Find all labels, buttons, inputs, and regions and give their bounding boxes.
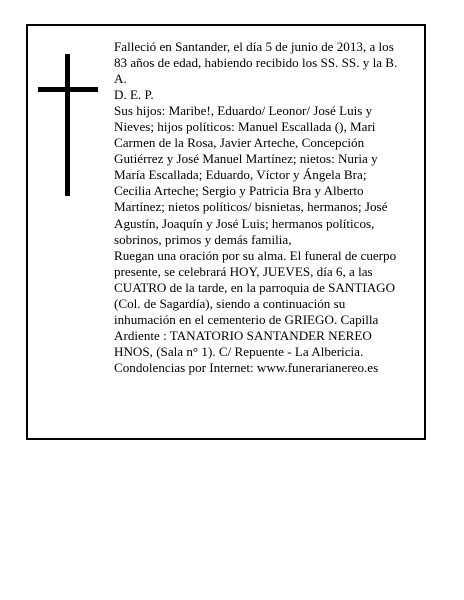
cross-vertical-bar bbox=[65, 54, 70, 196]
cross-horizontal-bar bbox=[38, 87, 98, 92]
family-list: Sus hijos: Maribe!, Eduardo/ Leonor/ José Luis y Nieves; hijos políticos: Manuel Escallada (), Mari Carmen de la Rosa, Javier Arteche, Concepción Gutiérrez y José Manuel Martínez; nietos: Nuria y María Escallada; Eduardo, Víctor y Ángela Bra; Cecilia Arteche; Sergio y Patricia Bra y Alberto Martínez; nietos políticos/ bisnietas, hermanos; José Agustín, Joaquín y José Luis; hermanos políticos, sobrinos, primos y demás familia, bbox=[114, 103, 388, 247]
latin-cross-icon bbox=[38, 54, 98, 196]
obituary-text bbox=[114, 39, 404, 376]
death-announcement: Falleció en Santander, el día 5 de junio de 2013, a los 83 años de edad, habiendo recibido los SS. SS. y la B. A. bbox=[114, 39, 398, 87]
rest-in-peace: D. E. P. bbox=[114, 87, 154, 103]
funeral-details: Ruegan una oración por su alma. El funeral de cuerpo presente, se celebrará HOY, JUEVES, día 6, a las CUATRO de la tarde, en la parroquia de SANTIAGO (Col. de Sagardía), siendo a continuación su inhumación en el cementerio de GRIEGO. Capilla Ardiente : TANATORIO SANTANDER NEREO HNOS, (Sala n° 1). C/ Repuente - La Albericia. Condolencias por Internet: www.funerarianereo.es bbox=[114, 247, 397, 375]
